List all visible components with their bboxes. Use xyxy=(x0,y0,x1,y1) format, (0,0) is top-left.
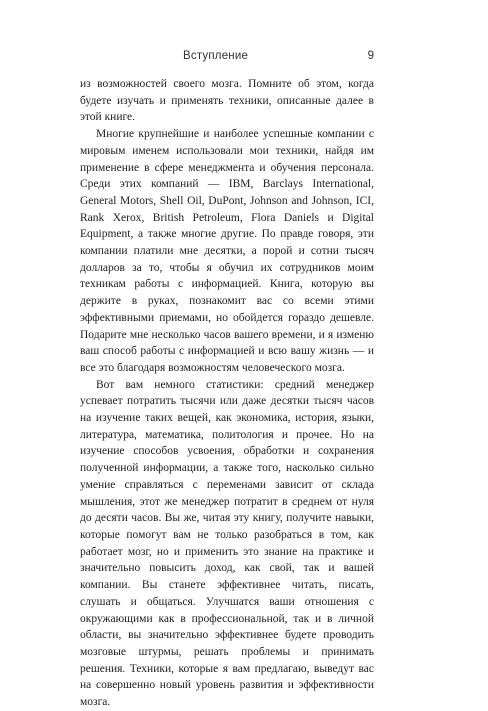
page-number: 9 xyxy=(367,50,374,62)
body-text xyxy=(80,76,374,711)
paragraph: Многие крупнейшие и наиболее успешные компании с мировым именем использовали мои техники, найдя им применение в сфере менеджмента и обучения персонала. Среди этих компаний — IBM, Barclays International, General Motors, Shell Oil, DuPont, Johnson and Johnson, ICI, Rank Xerox, British Petroleum, Flora Daniels и Digital Equipment, а также многие другие. По правде говоря, эти компании платили мне десятки, а порой и сотни тысяч долларов за то, чтобы я обучил их сотрудников моим техникам работы с информацией. Книга, которую вы держите в руках, познакомит вас со всеми этими эффективными приемами, но обойдется гораздо дешевле. Подарите мне несколько часов вашего времени, и я изменю ваш способ работы с информацией и всю вашу жизнь — и все это благодаря возможностям человеческого мозга. xyxy=(80,128,374,374)
paragraph-continuation: из возможностей своего мозга. Помните об этом, когда будете изучать и применять техники, описанные далее в этой книге. xyxy=(80,78,374,124)
chapter-title: Вступление xyxy=(183,50,249,62)
running-header xyxy=(80,50,374,68)
paragraph: Вот вам немного статистики: средний менеджер успевает потратить тысячи или даже десятки тысяч часов на изучение таких вещей, как экономика, история, языки, литература, математика, политология и прочее. Но на изучение способов усвоения, обработки и сохранения полученной информации, а также того, насколько сильно умение справляться с переменами зависит от склада мышления, этот же менеджер потратит в среднем от нуля до десяти часов. Вы же, читая эту книгу, получите навыки, которые помогут вам не только разобраться в том, как работает мозг, но и применить это знание на практике и значительно повысить доход, как свой, так и вашей компании. Вы станете эффективнее читать, писать, слушать и общаться. Улучшатся ваши отношения с окружающими как в профессиональной, так и в личной области, вы значительно эффективнее будете проводить мозговые штурмы, решать проблемы и принимать решения. Техники, которые я вам предлагаю, выведут вас на совершенно новый уровень развития и эффективности мозга. xyxy=(80,378,374,709)
